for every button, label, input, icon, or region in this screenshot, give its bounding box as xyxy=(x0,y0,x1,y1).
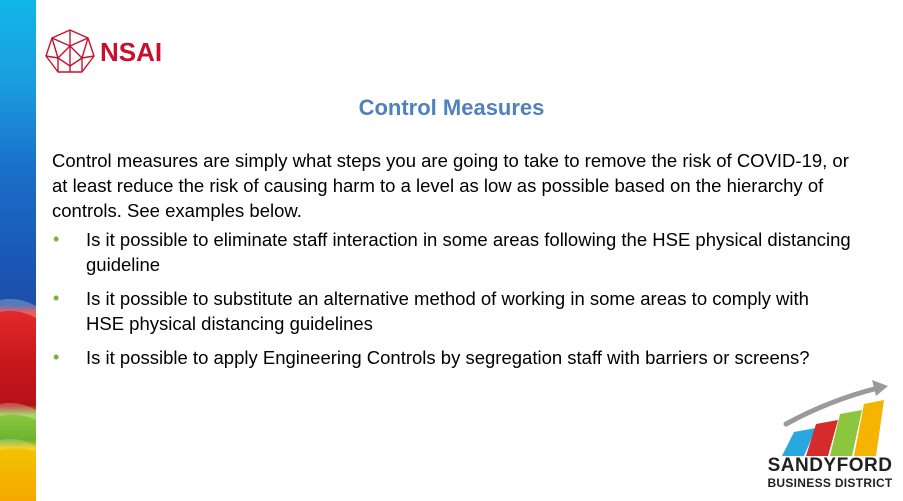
bullet-text: Is it possible to eliminate staff interaction in some areas following the HSE physical distancing guideline xyxy=(86,229,851,275)
sandyford-logo xyxy=(760,378,900,498)
nsai-polyhedron-icon xyxy=(44,28,96,76)
bullet-item xyxy=(52,286,852,336)
sandyford-wordmark: SANDYFORD xyxy=(767,455,893,476)
bullet-item xyxy=(52,345,852,370)
nsai-logo xyxy=(44,28,174,76)
bullet-dot-icon: • xyxy=(53,288,60,308)
bullet-dot-icon: • xyxy=(53,347,60,367)
nsai-wordmark: NSAI xyxy=(100,37,163,67)
bullet-text: Is it possible to substitute an alternative method of working in some areas to comply with HSE physical distancing guidelines xyxy=(86,288,809,334)
rising-bar-chart-icon xyxy=(760,378,900,458)
sandyford-subtitle: BUSINESS DISTRICT xyxy=(767,476,893,490)
color-bar-swoosh-shape xyxy=(0,0,36,501)
bullet-text: Is it possible to apply Engineering Controls by segregation staff with barriers or screens? xyxy=(86,347,810,368)
bullet-dot-icon: • xyxy=(53,229,60,249)
bullet-item xyxy=(52,227,852,277)
slide-title: Control Measures xyxy=(358,95,545,120)
decorative-color-bar xyxy=(0,0,36,501)
bullet-list xyxy=(52,227,852,370)
intro-paragraph: Control measures are simply what steps you are going to take to remove the risk of COVID-19, or at least reduce the risk of causing harm to a level as low as possible based on the hierarchy of controls. See examples below. xyxy=(52,150,849,221)
slide-body xyxy=(52,148,852,379)
